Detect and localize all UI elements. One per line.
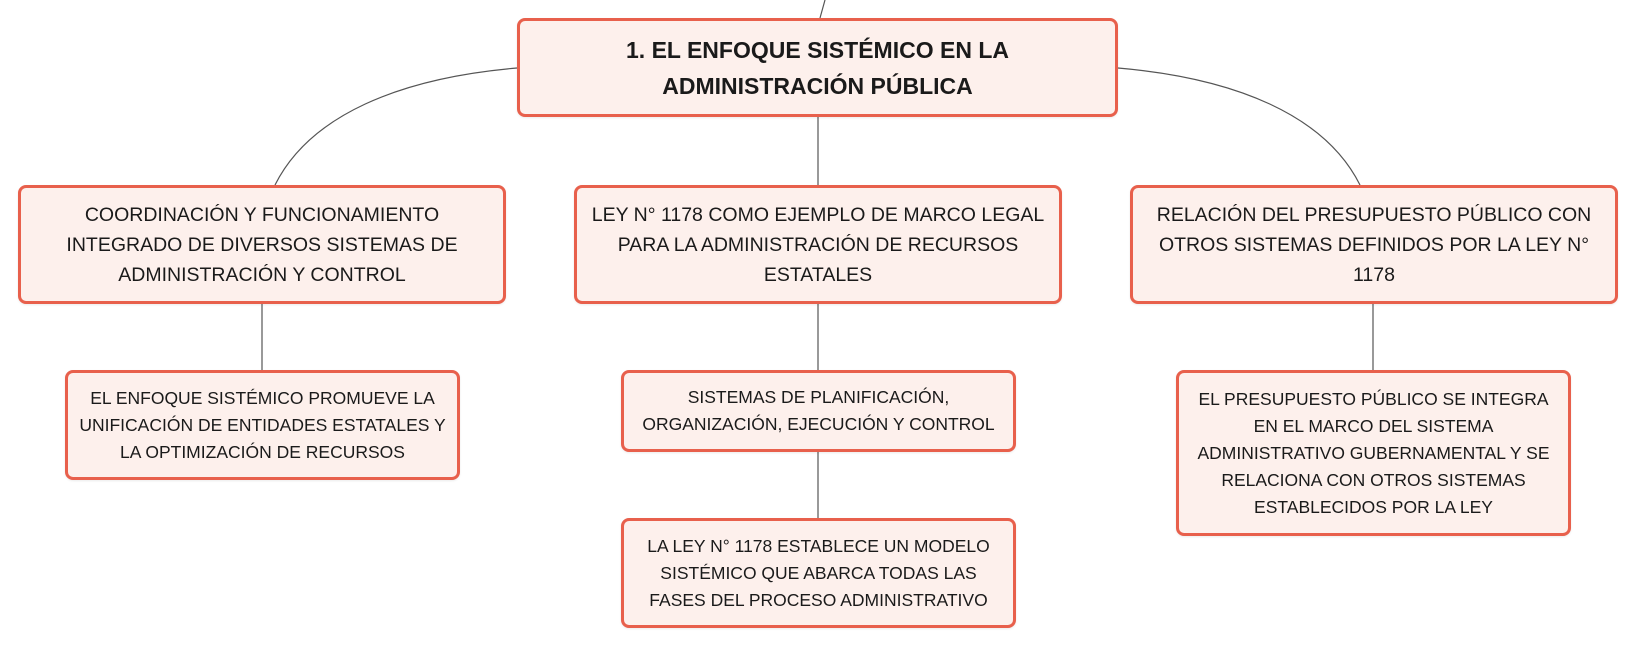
branch-label: LEY N° 1178 COMO EJEMPLO DE MARCO LEGAL PARA LA ADMINISTRACIÓN DE RECURSOS ESTATALES [591, 203, 1045, 286]
branch-ley-1178[interactable] [574, 185, 1062, 304]
subtopic-label: SISTEMAS DE PLANIFICACIÓN, ORGANIZACIÓN, EJECUCIÓN Y CONTROL [642, 387, 995, 434]
branch-label: COORDINACIÓN Y FUNCIONAMIENTO INTEGRADO DE DIVERSOS SISTEMAS DE ADMINISTRACIÓN Y CONTROL [66, 203, 458, 286]
connector-root-left [275, 68, 517, 185]
root-topic[interactable] [517, 18, 1118, 117]
branch-coordination[interactable] [18, 185, 506, 304]
branch-label: RELACIÓN DEL PRESUPUESTO PÚBLICO CON OTROS SISTEMAS DEFINIDOS POR LA LEY N° 1178 [1156, 203, 1592, 286]
connector-to-parent [820, 0, 825, 18]
root-topic-label: 1. EL ENFOQUE SISTÉMICO EN LA ADMINISTRACIÓN PÚBLICA [626, 36, 1009, 99]
subtopic-label: EL ENFOQUE SISTÉMICO PROMUEVE LA UNIFICACIÓN DE ENTIDADES ESTATALES Y LA OPTIMIZACIÓN DE RECURSOS [79, 387, 446, 462]
branch-presupuesto[interactable] [1130, 185, 1618, 304]
subtopic-unificacion[interactable] [65, 370, 460, 480]
connector-root-right [1118, 68, 1360, 185]
subtopic-modelo-sistemico[interactable] [621, 518, 1016, 628]
subtopic-label: LA LEY N° 1178 ESTABLECE UN MODELO SISTÉMICO QUE ABARCA TODAS LAS FASES DEL PROCESO ADMINISTRATIVO [647, 535, 990, 610]
subtopic-sistemas[interactable] [621, 370, 1016, 452]
subtopic-presupuesto-integra[interactable] [1176, 370, 1571, 536]
subtopic-label: EL PRESUPUESTO PÚBLICO SE INTEGRA EN EL MARCO DEL SISTEMA ADMINISTRATIVO GUBERNAMENTAL Y SE RELACIONA CON OTROS SISTEMAS ESTABLECIDOS POR LA LEY [1197, 388, 1550, 517]
